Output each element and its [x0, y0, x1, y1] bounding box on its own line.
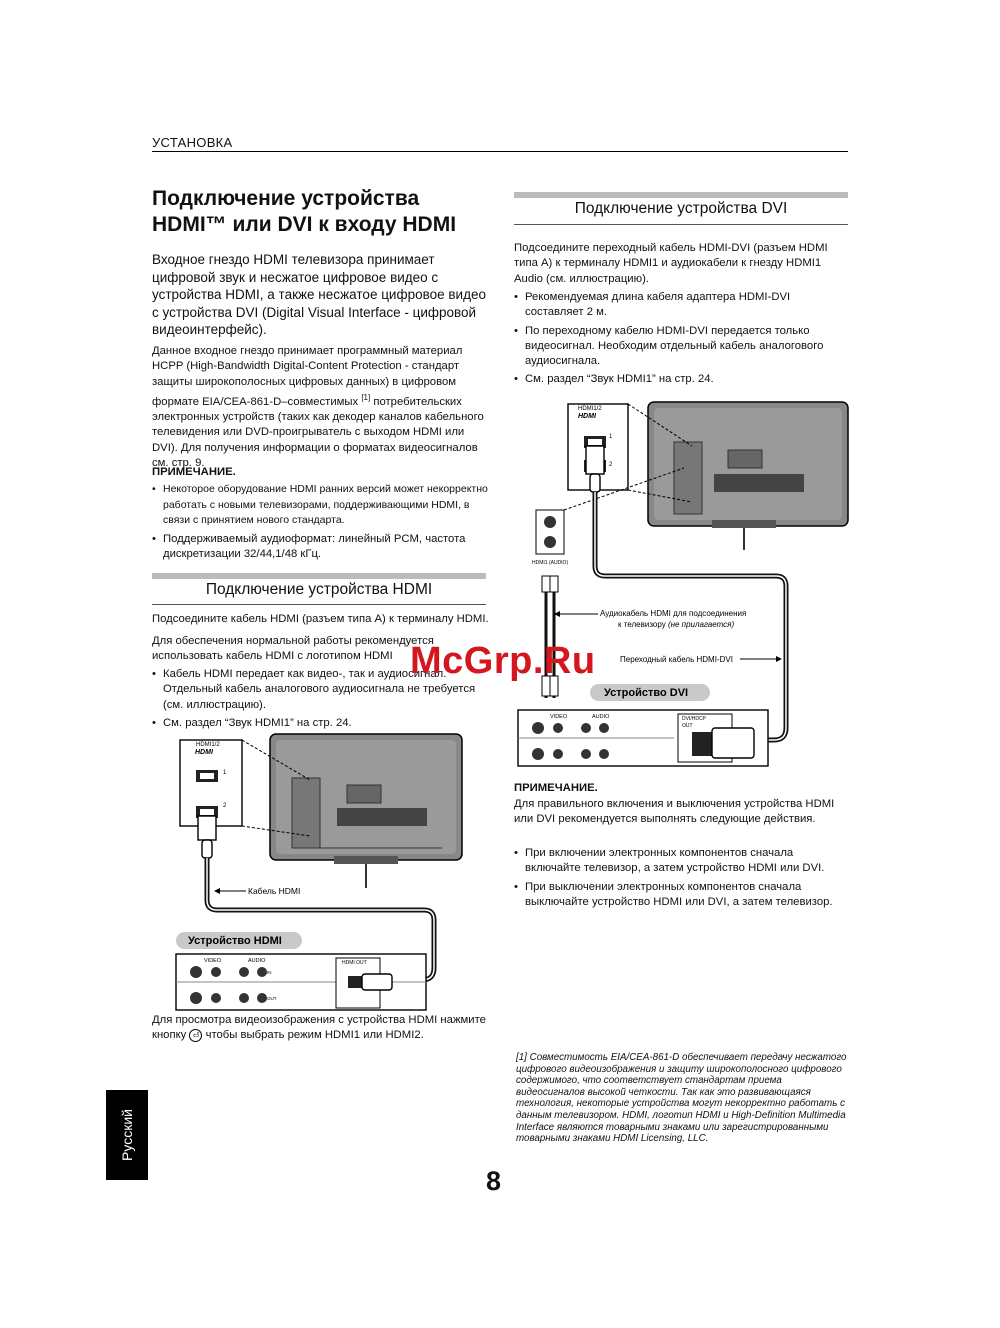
hdcp-text-a: Данное входное гнездо принимает программный материал HCPP (High-Bandwidth Digital-Content Protection - стандарт защиты широкополосных цифровых данных) в цифровом формате EIA/CEA-861-D–совместимых: [152, 345, 463, 408]
list-item: • См. раздел “Звук HDMI1” на стр. 24.: [152, 716, 487, 731]
hdcp-paragraph: [152, 344, 492, 471]
note-paragraph-right: Для правильного включения и выключения устройства HDMI или DVI рекомендуется выполнять следующие действия.: [514, 798, 835, 826]
audio-cable-label-b: [618, 620, 734, 629]
port-2-label: 2: [223, 803, 227, 809]
note-title-left: ПРИМЕЧАНИЕ.: [152, 466, 236, 478]
audio-cable-label-a: Аудиокабель HDMI для подсоединения: [600, 609, 747, 618]
dvi-connection-diagram: [514, 398, 859, 773]
note-title-right: ПРИМЕЧАНИЕ.: [514, 782, 598, 794]
port-1-label: 1: [223, 770, 227, 776]
port-1-label-dvi: 1: [609, 434, 613, 440]
hdmi-para-1: Подсоедините кабель HDMI (разъем типа A) к терминалу HDMI.: [152, 613, 489, 625]
hdmi-para-2: Для обеспечения нормальной работы рекомендуется использовать кабель HDMI с логотипом HDMI: [152, 635, 434, 663]
dvi-para-1: Подсоедините переходный кабель HDMI-DVI (разъем HDMI типа A) к терминалу HDMI1 и аудиокабели к гнезду HDMI1 Audio (см. иллюстрацию).: [514, 242, 828, 285]
heading-bar-hdmi: [152, 573, 486, 579]
list-item: • При выключении электронных компонентов сначала выключайте устройство HDMI или DVI, а затем телевизор.: [514, 880, 848, 911]
footnote: [1] Совместимость EIA/CEA-861-D обеспечивает передачу несжатого цифрового видеоизображения и защиту широкополосного цифрового содержимого, что соответствует стандартам приема видеосигналов высокой четкости. Так как это развивающаяся технология, некоторые устройства могут некорректно работать с данным телевизором. HDMI, логотип HDMI и High-Definition Multimedia Interface являются товарными знаками или зарегистрированными товарными знаками HDMI Licensing, LLC.: [516, 1052, 847, 1145]
hdmi-out-label: HDMI OUT: [342, 960, 367, 966]
list-item: • Рекомендуемая длина кабеля адаптера HDMI-DVI составляет 2 м.: [514, 290, 848, 321]
dvi-heading: Подключение устройства DVI: [574, 200, 788, 217]
hdmi1-audio-label: HDMI1 (AUDIO): [532, 560, 569, 566]
hdmi-connection-diagram: [152, 728, 497, 1013]
list-item: • При включении электронных компонентов сначала включайте телевизор, а затем устройство HDMI или DVI.: [514, 846, 848, 877]
hdmi-device-box: [176, 954, 426, 1010]
section-label: УСТАНОВКА: [152, 135, 233, 150]
out-label: OUT: [267, 996, 277, 1001]
hdmi-logo-small: HDMI: [195, 749, 213, 756]
hdmi-caption: [152, 1013, 492, 1043]
language-tab: [106, 1090, 148, 1180]
list-item: • Кабель HDMI передает как видео-, так и аудиосигнал. Отдельный кабель аналогового аудиосигнала не требуется (см. иллюстрацию).: [152, 667, 487, 713]
hdmi-cable-label: Кабель HDMI: [248, 886, 301, 896]
list-item: • Поддерживаемый аудиоформат: линейный PCM, частота дискретизации 32/44,1/48 кГц.: [152, 532, 492, 563]
hdmi-logo-small-dvi: HDMI: [578, 413, 596, 420]
hdmi-port-panel: [180, 740, 242, 826]
heading-rule-dvi: [514, 224, 848, 225]
hdmi-port-label-dvi: HDMI1/2: [578, 406, 602, 412]
audio-cable-label-b-text: к телевизору: [618, 620, 668, 629]
hdmi-heading: Подключение устройства HDMI: [205, 581, 433, 598]
caption-text-b: чтобы выбрать режим HDMI1 или HDMI2.: [202, 1029, 424, 1041]
video-label: VIDEO: [204, 958, 222, 964]
hdmi-port-label: HDMI1/2: [196, 742, 220, 748]
audio-label: AUDIO: [248, 958, 266, 964]
hdmi-device-label: Устройство HDMI: [188, 935, 282, 947]
dvi-out-label: OUT: [682, 723, 693, 729]
heading-rule-hdmi: [152, 604, 486, 605]
port-2-label-dvi: 2: [609, 462, 613, 468]
list-item: • По переходному кабелю HDMI-DVI передается только видеосигнал. Необходим отдельный кабель аналогового аудиосигнала.: [514, 324, 848, 370]
top-rule: [152, 151, 848, 152]
dvi-bullets: [514, 290, 848, 391]
lead-paragraph: Входное гнездо HDMI телевизора принимает цифровой звук и несжатое цифровое видео с устройства HDMI, а также несжатое цифровое видео с устройства DVI (Digital Visual Interface - цифровой видеоинтерфейс).: [152, 252, 486, 337]
heading-bar-dvi: [514, 192, 848, 198]
adapter-cable-label: Переходный кабель HDMI-DVI: [620, 655, 733, 664]
language-tab-label: Русский: [119, 1109, 135, 1161]
in-label: IN: [267, 970, 272, 975]
page-number: 8: [486, 1166, 502, 1196]
audio-cable-label-c: (не прилагается): [667, 620, 735, 629]
dvi-hdcp-label: DVI/HDCP: [682, 716, 706, 722]
note-list-right: [514, 846, 848, 913]
dvi-video-label: VIDEO: [550, 714, 568, 720]
hdcp-text-b: потребительских электронных устройств (таких как декодер каналов кабельного телевидения или DVD-проигрыватель с выходом HDMI или DVI). Для получения информации о форматах видеосигналов см. стр. 9.: [152, 395, 484, 469]
list-item: • Некоторое оборудование HDMI ранних версий может некорректно работать с новыми телевизорами, поддерживающими HDMI, в связи с принятием нового стандарта.: [152, 482, 492, 529]
dvi-audio-label: AUDIO: [592, 714, 610, 720]
watermark: McGrp.Ru: [410, 640, 596, 682]
note-list-left: [152, 482, 492, 565]
footnote-ref: [1]: [361, 392, 371, 402]
caption-text-a: Для просмотра видеоизображения с устройства HDMI нажмите кнопку: [152, 1014, 486, 1041]
page-title: Подключение устройства HDMI™ или DVI к входу HDMI: [152, 187, 457, 236]
list-item: • См. раздел “Звук HDMI1” на стр. 24.: [514, 372, 848, 387]
dvi-device-label: Устройство DVI: [604, 687, 689, 699]
input-select-icon: ⏎: [189, 1029, 202, 1042]
tv-back: [270, 734, 462, 888]
